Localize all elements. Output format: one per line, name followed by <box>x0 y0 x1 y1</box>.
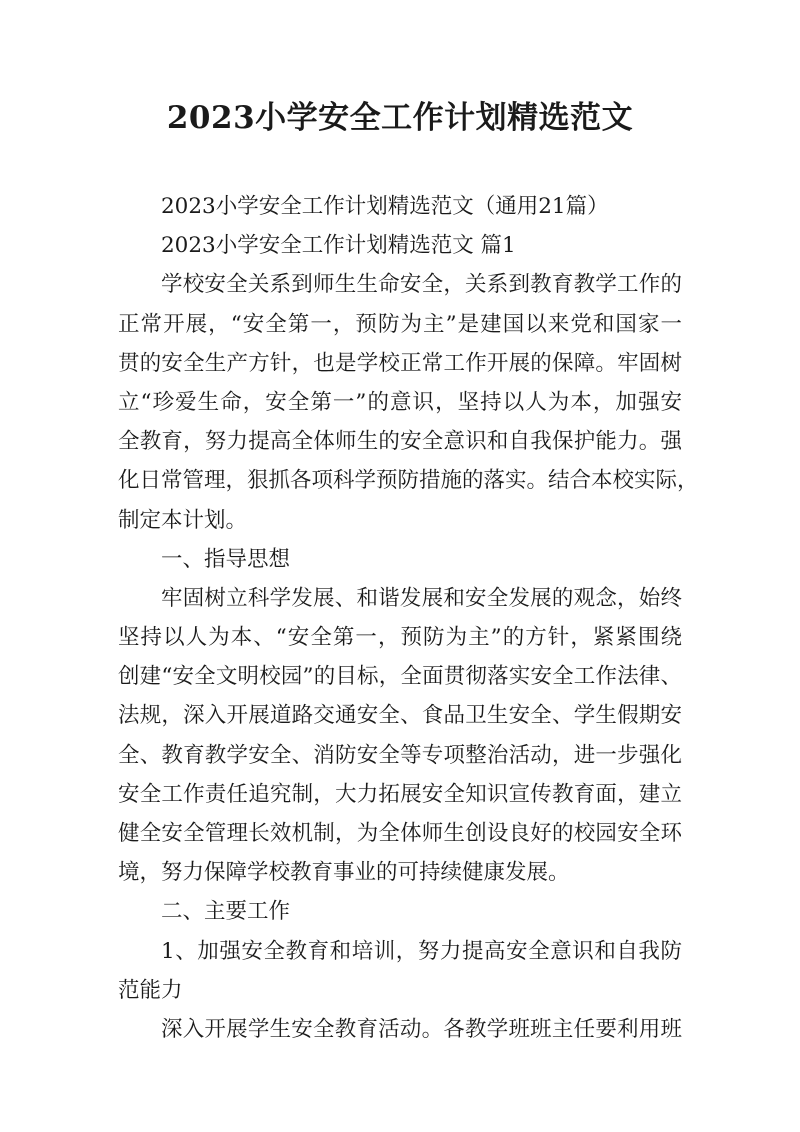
document-body <box>118 187 699 1049</box>
text-line: 2023小学安全工作计划精选范文 篇1 <box>161 233 516 259</box>
text-line: 坚持以人为本、“安全第一，预防为主”的方针，紧紧围绕 <box>118 625 682 651</box>
text-line: 安全工作责任追究制，大力拓展安全知识宣传教育面，建立 <box>118 781 682 807</box>
text-line: 1、加强安全教育和培训，努力提高安全意识和自我防 <box>161 938 682 964</box>
text-line: 学校安全关系到师生生命安全，关系到教育教学工作的 <box>161 272 682 298</box>
text-line: 创建“安全文明校园”的目标，全面贯彻落实安全工作法律、 <box>118 664 682 690</box>
text-line: 二、主要工作 <box>161 899 291 925</box>
text-line: 法规，深入开展道路交通安全、食品卫生安全、学生假期安 <box>118 703 682 729</box>
text-line: 立“珍爱生命，安全第一”的意识，坚持以人为本，加强安 <box>118 389 682 415</box>
document-title: 2023小学安全工作计划精选范文 <box>166 100 634 136</box>
text-line: 牢固树立科学发展、和谐发展和安全发展的观念，始终 <box>161 585 682 611</box>
text-line: 一、指导思想 <box>161 546 291 572</box>
text-line: 2023小学安全工作计划精选范文（通用21篇） <box>161 194 609 219</box>
text-line: 制定本计划。 <box>118 507 248 533</box>
text-line: 全、教育教学安全、消防安全等专项整治活动，进一步强化 <box>118 742 682 768</box>
text-line: 健全安全管理长效机制，为全体师生创设良好的校园安全环 <box>118 821 682 846</box>
text-line: 化日常管理，狠抓各项科学预防措施的落实。结合本校实际， <box>118 468 699 494</box>
text-line: 正常开展，“安全第一，预防为主”是建国以来党和国家一 <box>118 311 682 337</box>
text-line: 范能力 <box>118 977 183 1003</box>
text-line: 贯的安全生产方针，也是学校正常工作开展的保障。牢固树 <box>118 350 682 376</box>
text-line: 全教育，努力提高全体师生的安全意识和自我保护能力。强 <box>118 429 682 455</box>
text-line: 深入开展学生安全教育活动。各教学班班主任要利用班 <box>161 1016 682 1042</box>
text-line: 境，努力保障学校教育事业的可持续健康发展。 <box>118 860 570 886</box>
